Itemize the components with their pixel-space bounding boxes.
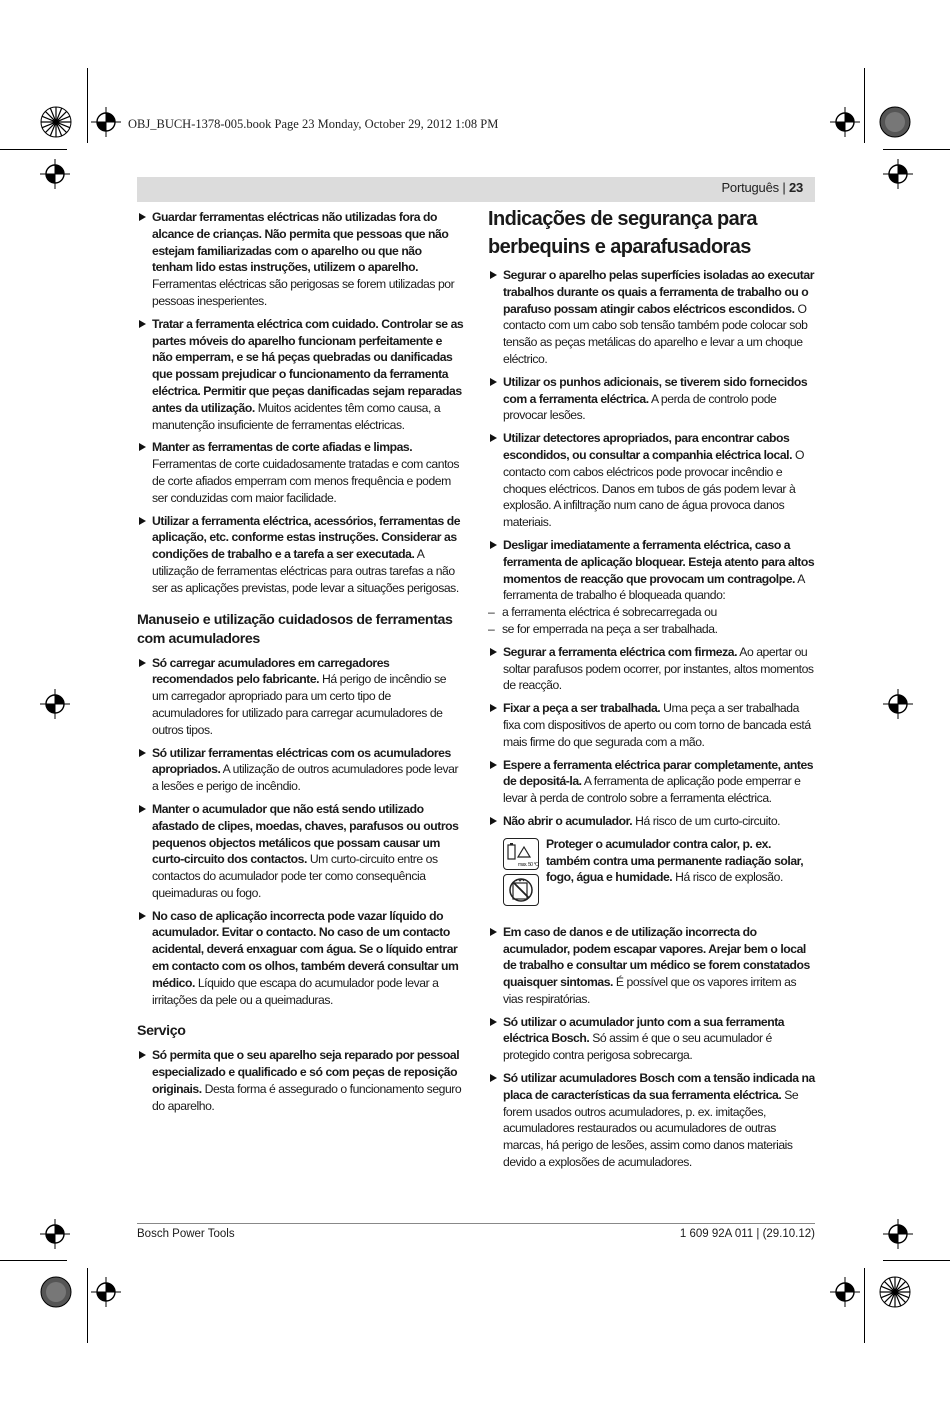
registration-mark-icon — [830, 107, 860, 137]
page-header — [137, 177, 815, 202]
crop-mark — [883, 149, 950, 150]
crop-mark — [883, 1260, 950, 1261]
item-text: Ao apertar ou soltar parafusos podem ocorrer, por instantes, altos momentos de reacção. — [503, 644, 814, 693]
section-heading: Serviço — [137, 1023, 186, 1040]
item-bold: Tratar a ferramenta eléctrica com cuidado. Controlar se as partes móveis do aparelho funcionam perfeitamente e não emperram, e se há peças quebradas ou danificadas que possam prejudicar o funcionamento da ferramenta eléctrica. Permitir que peças danificadas sejam reparadas antes da utilização. — [152, 316, 464, 415]
item-text: Só assim é que o seu acumulador é protegido contra perigosa sobrecarga. — [503, 1031, 772, 1063]
item-text: Se forem usados outros acumuladores, p. ex. imitações, acumuladores restaurados ou acumuladores de outras marcas, há perigo de lesões, assim como danos materiais devido a explosões de acumuladores. — [503, 1087, 799, 1170]
item-text: Uma peça a ser trabalhada fixa com dispositivos de aperto ou com torno de bancada está mais firme do que segurada com a mão. — [503, 701, 811, 749]
crop-mark — [864, 1268, 865, 1343]
icon-temp-label: max. 50 °C — [518, 861, 538, 868]
item-bold: Manter o acumulador que não está sendo utilizado afastado de clipes, moedas, chaves, parafusos ou outros pequenos objectos metálicos que possam causar um curto-circuito dos contactos. — [152, 801, 459, 867]
list-item — [137, 745, 464, 795]
item-text: A perda de controlo pode provocar lesões. — [503, 391, 777, 423]
item-bold: Manter as ferramentas de corte afiadas e limpas. — [152, 440, 413, 455]
registration-mark-icon — [40, 689, 70, 719]
item-bold: Utilizar os punhos adicionais, se tiverem sido fornecidos com a ferramenta eléctrica. — [503, 374, 808, 406]
item-bold: Só utilizar o acumulador junto com a sua ferramenta eléctrica Bosch. — [503, 1014, 785, 1046]
item-bold: Fixar a peça a ser trabalhada. — [503, 701, 661, 716]
registration-mark-icon — [883, 1219, 913, 1249]
item-text: Um curto-circuito entre os contactos do acumulador pode ter como consequência queimaduras ou fogo. — [152, 852, 438, 900]
item-text: Ferramentas de corte cuidadosamente tratadas e com cantos de corte afiados emperram com menos frequência e podem ser conduzidas com maior facilidade. — [152, 457, 459, 505]
list-item — [488, 430, 815, 531]
header-separator: | — [782, 180, 786, 195]
item-bold: Utilizar a ferramenta eléctrica, acessórios, ferramentas de aplicação, etc. conforme estas instruções. Considerar as condições de trabalho e a tarefa a ser executada. — [152, 513, 461, 562]
list-item — [488, 813, 815, 830]
item-bold: Segurar a ferramenta eléctrica com firmeza. — [503, 644, 737, 659]
list-item — [137, 209, 464, 310]
section-title: Indicações de segurança para berbequins e aparafusadoras — [488, 208, 757, 258]
battery-heat-warning-icon — [503, 838, 539, 870]
item-bold: Guardar ferramentas eléctricas não utilizadas fora do alcance de crianças. Não permita que pessoas que não estejam familiarizadas com o aparelho ou que não tenham lido estas instruções, utilizem o aparelho. — [152, 210, 449, 275]
item-bold: No caso de aplicação incorrecta pode vazar líquido do acumulador. Evitar o contacto. No caso de um contacto acidental, deverá enxaguar com água. Se o líquido entrar em contacto com os olhos, também deverá consultar um médico. — [152, 908, 459, 990]
list-item — [137, 655, 464, 739]
item-text: A utilização de ferramentas eléctricas para outras tarefas a não ser as aplicações previstas, pode levar a situações perigosas. — [152, 547, 459, 595]
item-bold: Em caso de danos e de utilização incorrecta do acumulador, podem escapar vapores. Arejar bem o local de trabalho e consultar um médico se forem constatados quaisquer sintomas. — [503, 924, 810, 990]
item-text: Ferramentas eléctricas são perigosas se forem utilizadas por pessoas inesperientes. — [152, 277, 455, 308]
section-heading: Manuseio e utilização cuidadosos de ferramentas com acumuladores — [137, 611, 453, 647]
header-language: Português — [721, 180, 779, 195]
item-text: A ferramenta de aplicação pode emperrar e levar à perda de controlo sobre a ferramenta eléctrica. — [503, 774, 801, 806]
list-item — [488, 924, 815, 1008]
list-item — [137, 908, 464, 1009]
crop-mark — [0, 149, 67, 150]
list-item — [137, 1047, 464, 1114]
registration-mark-icon — [883, 689, 913, 719]
note-bold: Proteger o acumulador contra calor, p. ex. também contra uma permanente radiação solar, fogo, água e humidade. — [546, 836, 804, 885]
star-target-icon — [40, 106, 72, 138]
list-item — [488, 1014, 815, 1064]
registration-mark-icon — [830, 1277, 860, 1307]
item-bold: Só permita que o seu aparelho seja reparado por pessoal especializado e qualificado e só com peças de reposição originais. — [152, 1048, 460, 1097]
item-text: Desta forma é assegurado o funcionamento seguro do aparelho. — [152, 1082, 462, 1113]
page-number: 23 — [788, 180, 803, 195]
item-text: O contacto com cabos eléctricos pode provocar incêndio e choques eléctricos. Danos em tubos de gás podem levar à explosão. A infiltração num cano de água provoca danos materiais. — [503, 447, 805, 530]
crop-mark — [0, 1260, 67, 1261]
item-text: É possível que os vapores irritem as vias respiratórias. — [503, 975, 797, 1006]
footer-divider — [137, 1223, 815, 1224]
list-item — [488, 267, 815, 368]
item-text: Líquido que escapa do acumulador pode levar a irritações da pele ou a queimaduras. — [152, 975, 439, 1007]
registration-mark-icon — [91, 107, 121, 137]
crop-mark — [87, 1268, 88, 1343]
right-column — [488, 209, 815, 1177]
registration-mark-icon — [40, 159, 70, 189]
dash-item: – se for emperrada na peça a ser trabalhada. — [488, 621, 815, 638]
item-text: A ferramenta de trabalho é bloqueada quando: — [503, 571, 805, 603]
list-item — [137, 316, 464, 434]
gray-target-icon — [879, 106, 911, 138]
list-item — [137, 439, 464, 506]
item-text: Há perigo de incêndio se um carregador apropriado para um certo tipo de acumuladores for utilizado para carregar acumuladores de outros tipos. — [152, 672, 447, 737]
note-text: Há risco de explosão. — [672, 870, 783, 885]
item-bold: Segurar o aparelho pelas superfícies isoladas ao executar trabalhos durante os quais a ferramenta de trabalho ou o parafuso possam atingir cabos eléctricos escondidos. — [503, 268, 815, 316]
item-text: Há risco de um curto-circuito. — [632, 813, 781, 828]
registration-mark-icon — [40, 1219, 70, 1249]
crop-mark — [87, 68, 88, 143]
print-info: OBJ_BUCH-1378-005.book Page 23 Monday, October 29, 2012 1:08 PM — [128, 117, 499, 131]
item-text: O contacto com um cabo sob tensão também pode colocar sob tensão as peças metálicas do aparelho e levar a um choque eléctrico. — [503, 301, 808, 366]
list-item — [488, 537, 815, 604]
list-item — [488, 700, 815, 750]
dash-item: – a ferramenta eléctrica é sobrecarregada ou — [488, 604, 815, 621]
battery-warning-note — [488, 836, 815, 910]
crop-mark — [864, 68, 865, 143]
left-column — [137, 209, 464, 1121]
item-text: Muitos acidentes têm como causa, a manutenção insuficiente de ferramentas eléctricas. — [152, 400, 441, 432]
footer-doc-number: 1 609 92A 011 | (29.10.12) — [679, 1228, 815, 1240]
list-item — [488, 1070, 815, 1171]
star-target-icon — [879, 1276, 911, 1308]
gray-target-icon — [40, 1276, 72, 1308]
header-label — [721, 180, 803, 195]
item-bold: Desligar imediatamente a ferramenta eléctrica, caso a ferramenta de aplicação bloquear. Esteja atento para altos momentos de reacção que provocam um contragolpe. — [503, 537, 815, 586]
list-item — [488, 757, 815, 807]
item-bold: Não abrir o acumulador. — [503, 813, 633, 828]
list-item — [488, 644, 815, 694]
registration-mark-icon — [883, 159, 913, 189]
item-bold: Espere a ferramenta eléctrica parar completamente, antes de depositá-la. — [503, 757, 814, 789]
item-bold: Utilizar detectores apropriados, para encontrar cabos escondidos, ou consultar a companhia eléctrica local. — [503, 431, 793, 462]
item-bold: Só utilizar ferramentas eléctricas com os acumuladores apropriados. — [152, 745, 451, 777]
registration-mark-icon — [91, 1277, 121, 1307]
battery-water-fire-prohibited-icon — [503, 874, 539, 906]
list-item — [137, 801, 464, 902]
item-bold: Só carregar acumuladores em carregadores recomendados pelo fabricante. — [152, 655, 390, 687]
item-text: A utilização de outros acumuladores pode levar a lesões e perigo de incêndio. — [152, 762, 459, 794]
item-bold: Só utilizar acumuladores Bosch com a tensão indicada na placa de características da sua ferramenta eléctrica. — [503, 1071, 815, 1102]
list-item — [137, 513, 464, 597]
footer-brand: Bosch Power Tools — [137, 1228, 235, 1240]
list-item — [488, 374, 815, 424]
